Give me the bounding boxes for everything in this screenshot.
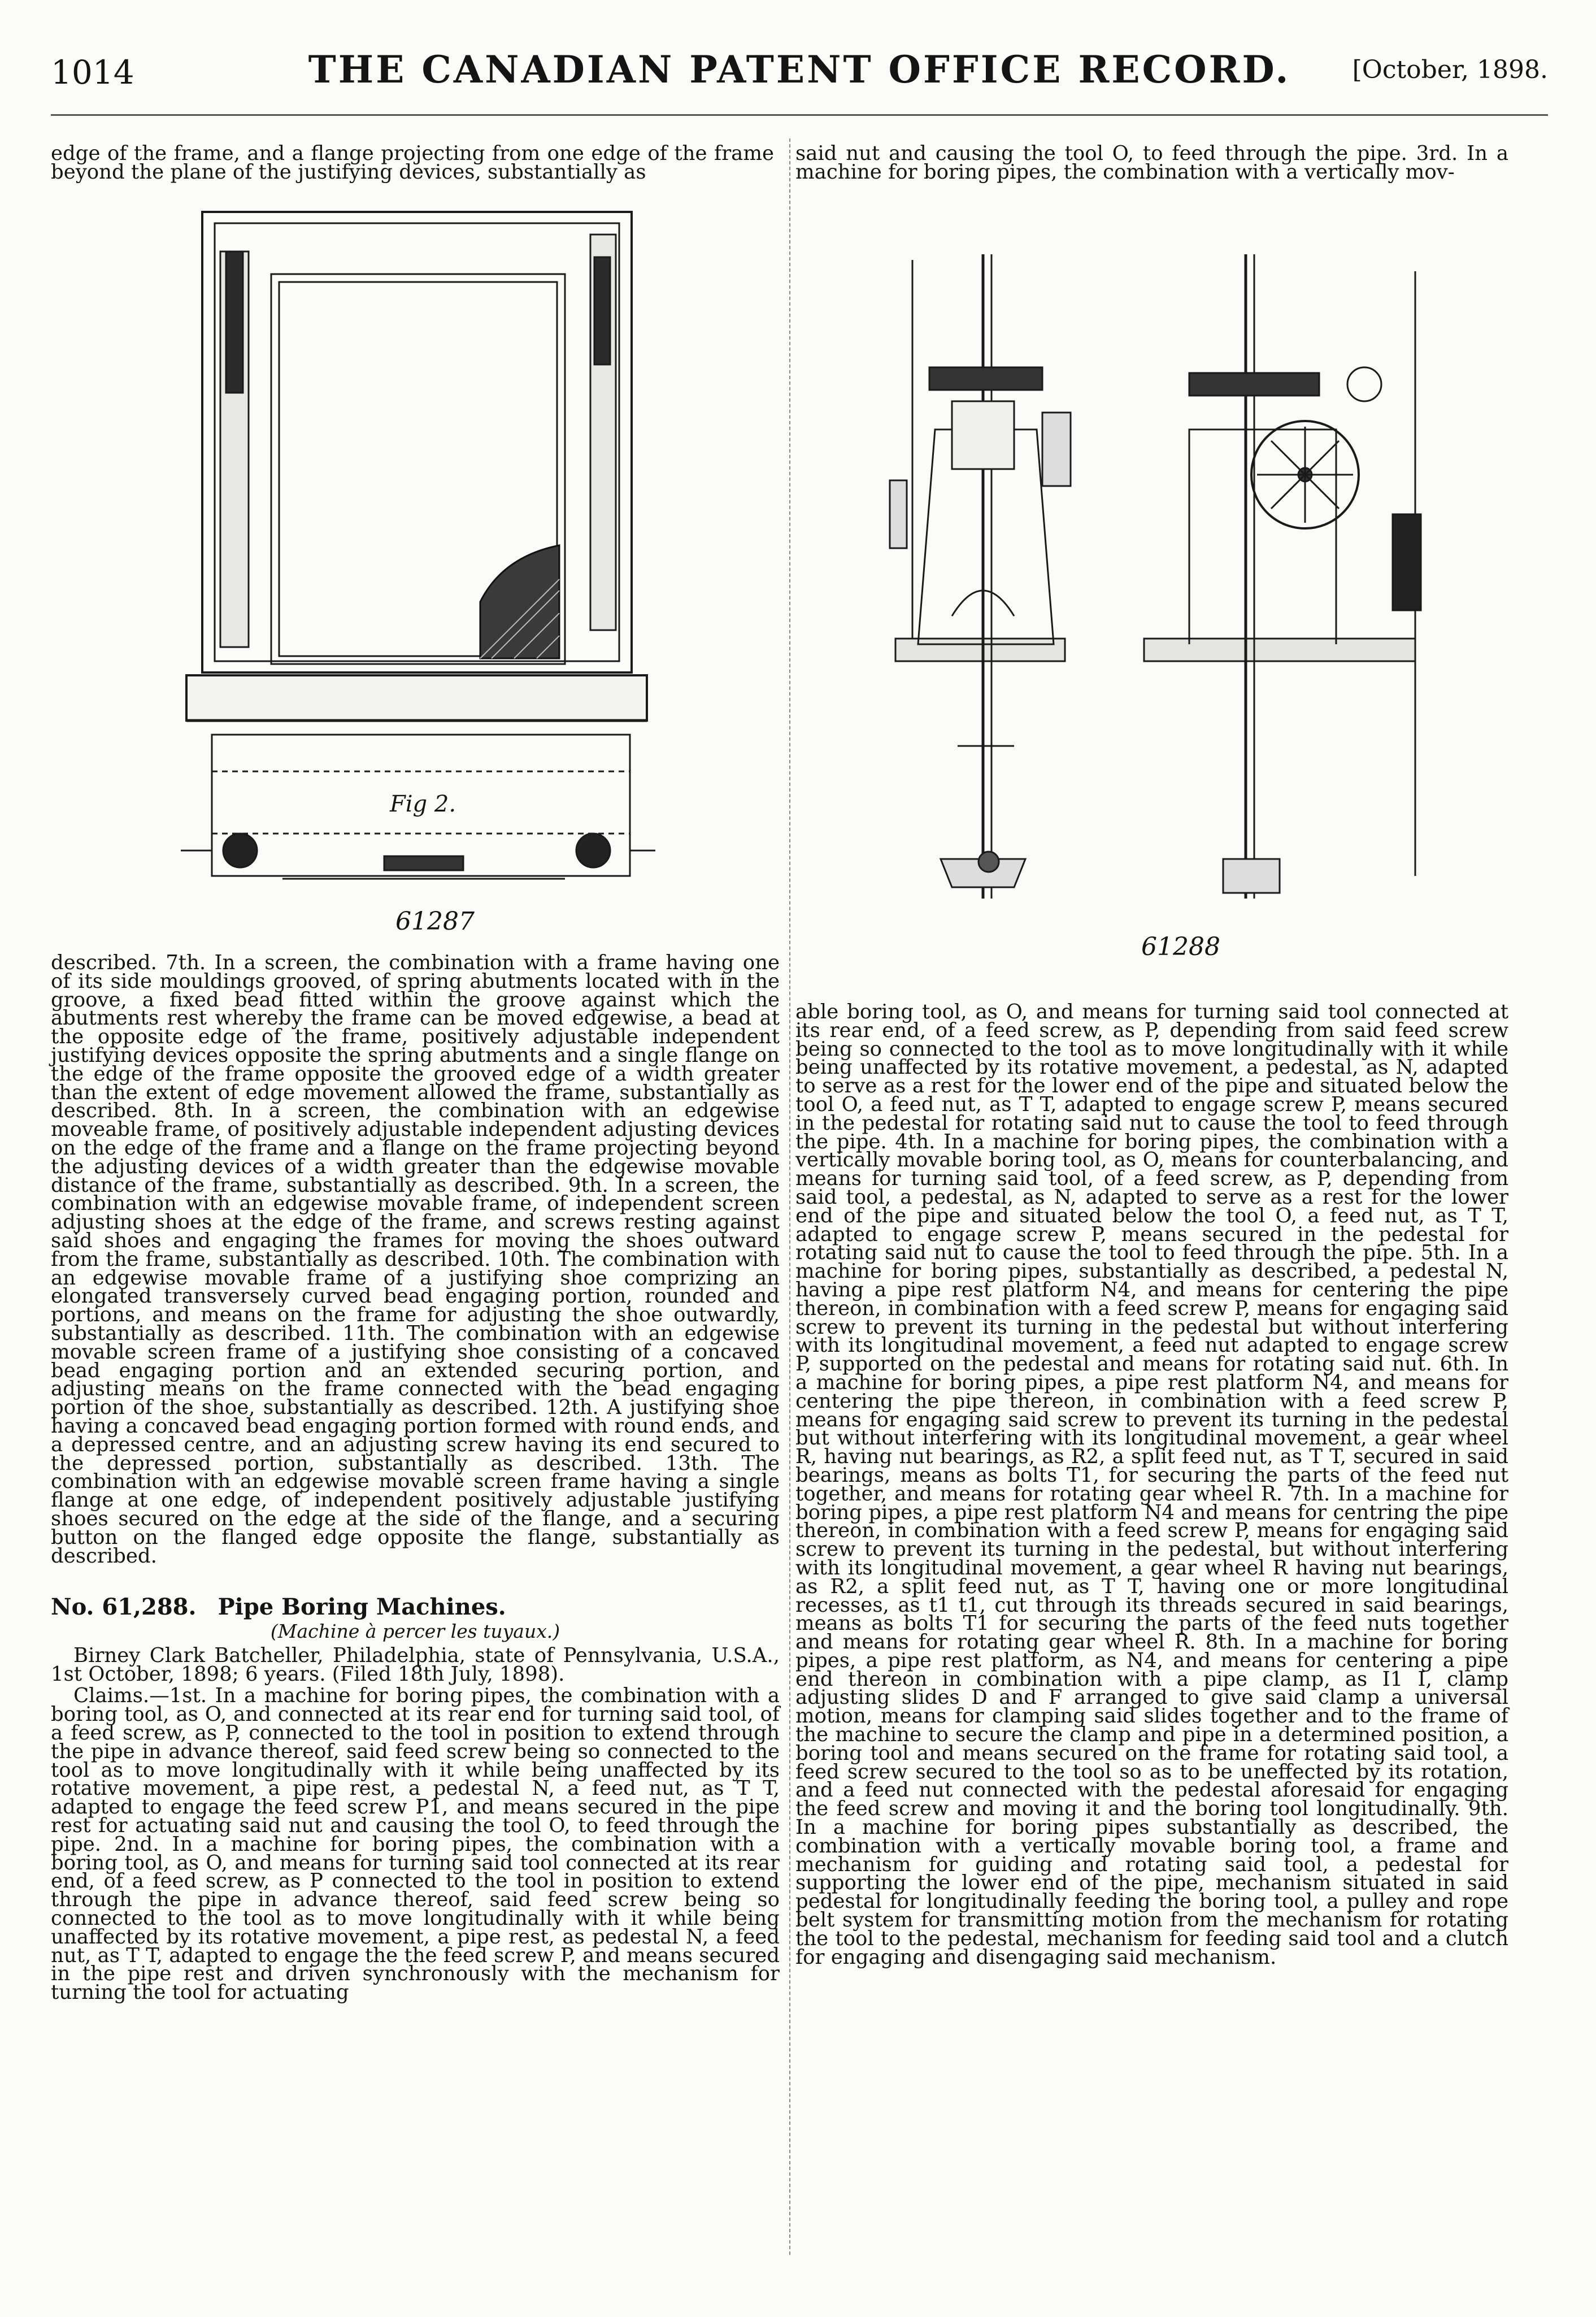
patent-claims-continuation: able boring tool, as O, and means for turning said tool connected at its rear end, of a feed screw, as P, depending from said feed screw being so connected to the tool as to move longitudinally with it while being unaffected by its rotative movement, a pedestal, as N, adapted to serve as a rest for the lower end of the pipe and situated below the tool O, a feed nut, as T T, adapted to engage screw P, means secured in the pedestal for rotating said nut to cause the tool to feed through the pipe. 4th. In a machine for boring pipes, the combination with a vertically movable boring tool, as O, means for counterbalancing, and means for turning said tool, of a feed screw, as P, depending from said tool, a pedestal, as N, adapted to serve as a rest for the lower end of the pipe and situated below the tool O, a feed nut, as T T, adapted to engage screw P, means secured in the pedestal for rotating said nut to cause the tool to feed through the pipe. 5th. In a machine for boring pipes, substantially as described, a pedestal N, having a pipe rest platform N4, and means for centering the pipe thereon, in combination with a feed screw P, means for engaging said screw to prevent its turning in the pedestal but without interfering with its longitudinal movement, a feed nut adapted to engage screw P, supported on the pedestal and means for rotating said nut. 6th. In a machine for boring pipes, a pipe rest platform N4, and means for centering the pipe thereon, in combination with a feed screw P, means for engaging said screw to prevent its turning in the pedestal but without interfering with its longitudinal movement, a gear wheel R, having nut bearings, as R2, a split feed nut, as T T, secured in said bearings, means as bolts T1, for securing the parts of the feed nut together, and means for rotating gear wheel R. 7th. In a machine for boring pipes, a pipe rest platform N4 and means for centring the pipe thereon, in combination with a feed screw P, means for engaging said screw to prevent its turning in the pedestal, but without interfering with its longitudinal movement, a gear wheel R having nut bearings, as R2, a split feed nut, as T T, having one or more longitudinal recesses, as t1 t1, cut through its threads secured in said bearings, means as bolts T1 for securing the parts of the feed nuts together and means for rotating gear wheel R. 8th. In a machine for boring pipes, a pipe rest platform, as N4, and means for centering a pipe end thereon in combination with a pipe clamp, as I1 I, clamp adjusting slides D and F arranged to give said clamp a universal motion, means for clamping said slides together and to the frame of the machine to secure the clamp and pipe in a determined position, a boring tool and means secured on the frame for rotating said tool, a feed screw secured to the tool so as to be uneffected by its rotation, and a feed nut connected with the pedestal aforesaid for engaging the feed screw and moving it and the boring tool longitudinally. 9th. In a machine for boring pipes substantially as described, the combination with a vertically movable boring tool, a frame and mechanism for guiding and rotating said tool, a pedestal for supporting the lower end of the pipe, mechanism situated in said pedestal for longitudinally feeding the boring tool, a pulley and rope belt system for transmitting motion from the mechanism for rotating the tool to the pedestal, mechanism for feeding said tool and a clutch for engaging and disengaging said mechanism. bbox=[795, 1000, 1508, 1969]
patent-title: Pipe Boring Machines. bbox=[218, 1594, 506, 1621]
figure-label-fig2: Fig 2. bbox=[390, 791, 456, 817]
header-rule bbox=[51, 114, 1548, 116]
patent-claims-start: Claims.—1st. In a machine for boring pipes, the combination with a boring tool, as O, and connected at its rear end for turning said tool, of a feed screw, as P, connected to the tool in position to extend through the pipe in advance thereof, said feed screw being so connected to the tool as to move longitudinally with it while being unaffected by its rotative movement, a pipe rest, a pedestal N, a feed nut, as T T, adapted to engage the feed screw P1, and means secured in the pipe rest for actuating said nut and causing the tool O, to feed through the pipe. 2nd. In a machine for boring pipes, the combination with a boring tool, as O, and means for turning said tool connected at its rear end, of a feed screw, as P connected to the tool in position to extend through the pipe in advance thereof, said feed screw being so connected to the tool as to move longitudinally with it while being unaffected by its rotative movement, a pipe rest, as pedestal N, a feed nut, as T T, adapted to engage the the feed screw P, and means secured in the pipe rest and driven synchronously with the mechanism for turning the tool for actuating bbox=[51, 1684, 780, 2004]
patent-inventor: Birney Clark Batcheller, Philadelphia, state of Pennsylvania, U.S.A., 1st October, 1898; 6 years. (Filed 18th July, 1898). bbox=[51, 1643, 780, 1686]
left-column-body bbox=[51, 951, 780, 2004]
patent-number: No. 61,288. bbox=[51, 1594, 197, 1621]
journal-title: THE CANADIAN PATENT OFFICE RECORD. bbox=[308, 47, 1291, 92]
page-header bbox=[51, 47, 1548, 93]
left-column-top-text bbox=[51, 142, 774, 184]
issue-date: [October, 1898. bbox=[1352, 55, 1548, 84]
right-column-top-text bbox=[795, 142, 1508, 184]
figure-caption-61288: 61288 bbox=[1141, 932, 1220, 961]
patent-french-title: (Machine à percer les tuyaux.) bbox=[270, 1620, 560, 1643]
right-column-body bbox=[795, 1000, 1508, 1969]
left-top-paragraph: edge of the frame, and a flange projecting from one edge of the frame beyond the plane of the justifying devices, substantially as bbox=[51, 142, 774, 184]
right-top-paragraph: said nut and causing the tool O, to feed through the pipe. 3rd. In a machine for boring pipes, the combination with a vertically mov- bbox=[795, 142, 1508, 184]
patent-drawing-pipe-boring-machine bbox=[873, 249, 1438, 927]
patent-heading-61288 bbox=[51, 1594, 780, 1621]
figure-caption-61287: 61287 bbox=[395, 907, 475, 936]
column-divider bbox=[789, 138, 790, 2255]
page-number: 1014 bbox=[51, 53, 134, 92]
claims-continuation-61287: described. 7th. In a screen, the combination with a frame having one of its side mouldings grooved, of spring abutments located with in the groove, a fixed bead fitted within the groove against which the abutments rest whereby the frame can be moved edgewise, a bead at the opposite edge of the frame, positively adjustable independent justifying devices opposite the spring abutments and a single flange on the edge of the frame opposite the grooved edge of a width greater than the extent of edge movement allowed the frame, substantially as described. 8th. In a screen, the combination with an edgewise moveable frame, of positively adjustable independent adjusting devices on the edge of the frame and a flange on the frame projecting beyond the adjusting devices of a width greater than the edgewise movable distance of the frame, substantially as described. 9th. In a screen, the combination with an edgewise movable frame, of independent screen adjusting shoes at the edge of the frame, and screws resting against said shoes and engaging the frames for moving the shoes outward from the frame, substantially as described. 10th. The combination with an edgewise movable frame of a justifying shoe comprizing an elongated transversely curved bead engaging portion, rounded and portions, and means on the frame for adjusting the shoe outwardly, substantially as described. 11th. The combination with an edgewise movable screen frame of a justifying shoe consisting of a concaved bead engaging portion and an extended securing portion, and adjusting means on the frame connected with the bead engaging portion of the shoe, substantially as described. 12th. A justifying shoe having a concaved bead engaging portion formed with round ends, and a depressed centre, and an adjusting screw having its end secured to the depressed portion, substantially as described. 13th. The combination with an edgewise movable screen frame having a single flange at one edge, of independent positively adjustable justifying shoes secured on the edge at the side of the flange, and a securing button on the flanged edge opposite the flange, substantially as described. bbox=[51, 951, 780, 1568]
